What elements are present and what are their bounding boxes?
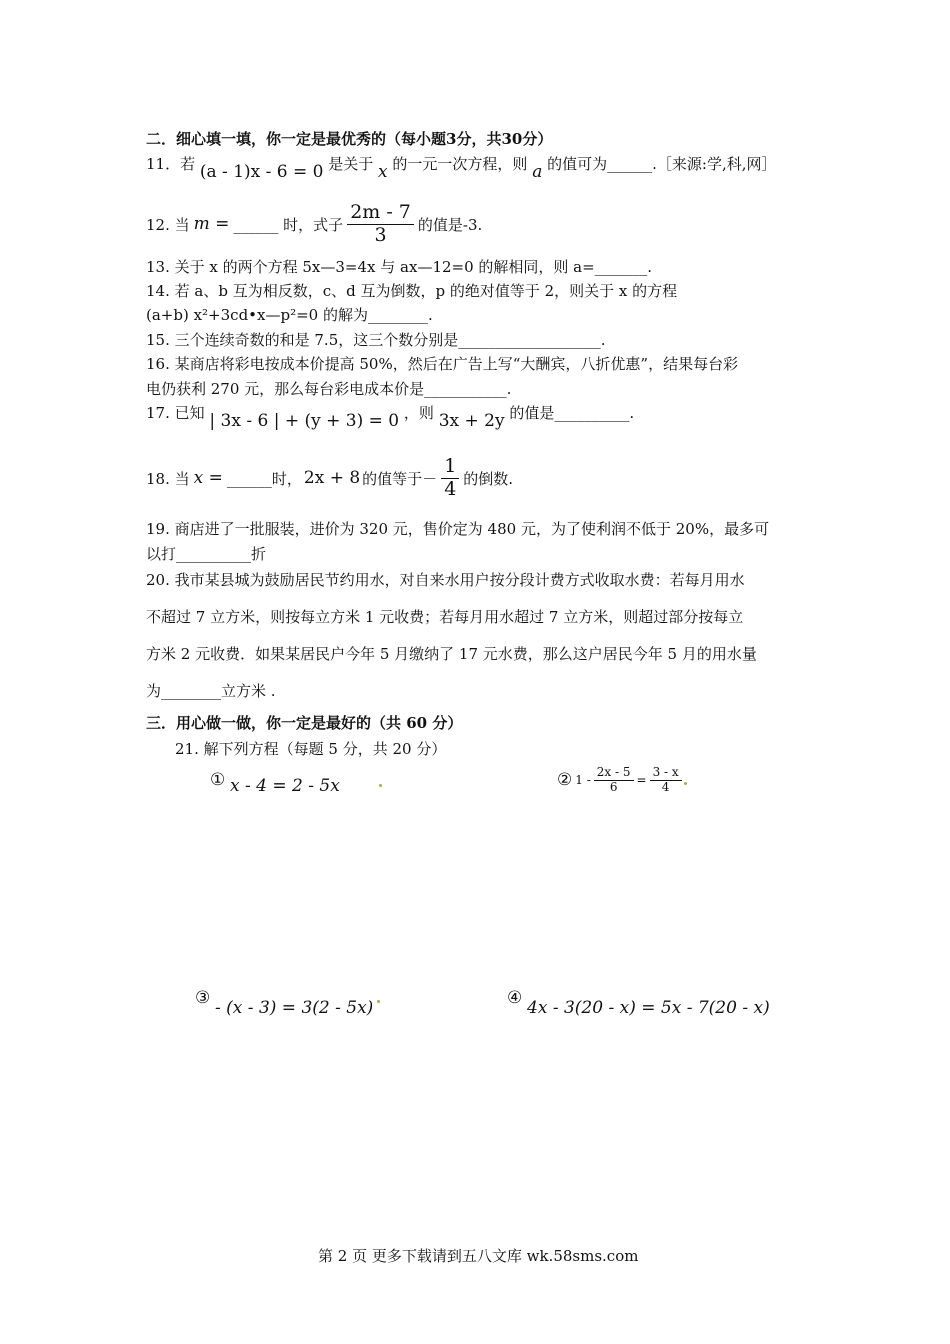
q18-var: x = — [193, 468, 223, 489]
q11-equation: (a - 1)x - 6 = 0 — [199, 162, 324, 182]
q18-numerator: 1 — [441, 456, 459, 479]
question-13: 13. 关于 x 的两个方程 5x—3=4x 与 ax—12=0 的解相同，则 a=_______. — [146, 258, 652, 276]
q17-head: 17. 已知 — [146, 404, 205, 422]
q11-text-2: 的一元一次方程，则 — [392, 155, 528, 173]
q11-var-a: a — [532, 162, 543, 182]
eq4-mark: ④ — [507, 988, 523, 1008]
q11-text-1: 是关于 — [328, 155, 374, 173]
eq2-denominator-1: 6 — [609, 779, 618, 794]
question-20-line-2: 不超过 7 立方米，则按每立方米 1 元收费；若每月用水超过 7 立方米，则超过部分按每立 — [146, 608, 744, 626]
question-15: 15. 三个连续奇数的和是 7.5，这三个数分别是___________________. — [146, 331, 606, 349]
eq2-fraction-1 — [594, 766, 634, 795]
q12-denominator: 3 — [374, 223, 387, 246]
eq2-denominator-2: 4 — [661, 779, 670, 794]
eq3-text: - (x - 3) = 3(2 - 5x) — [215, 998, 374, 1018]
question-12 — [146, 202, 482, 247]
eq2-fraction-2 — [650, 766, 682, 795]
q18-mid: 的值等于－ — [362, 469, 438, 488]
equation-1 — [210, 770, 340, 796]
q18-tail: 的倒数. — [463, 469, 514, 488]
question-16-line-1: 16. 某商店将彩电按成本价提高 50%，然后在广告上写“大酬宾，八折优惠”，结果每台彩 — [146, 355, 739, 373]
question-16-line-2: 电仍获利 270 元，那么每台彩电成本价是___________. — [146, 380, 512, 398]
eq2-equals: = — [636, 773, 647, 788]
question-20-line-3: 方米 2 元收费．如果某居民户今年 5 月缴纳了 17 元水费，那么这户居民今年 5 月的用水量 — [146, 645, 757, 663]
q17-tail: 的值是__________. — [509, 404, 635, 422]
eq3-mark: ③ — [195, 988, 211, 1008]
equation-2 — [557, 766, 682, 795]
eq2-numerator-1: 2x - 5 — [594, 766, 634, 781]
q12-blank: ______ 时，式子 — [233, 215, 344, 234]
q18-fraction — [441, 456, 459, 501]
q18-head: 18. 当 — [146, 469, 190, 488]
decorative-dot — [377, 1000, 380, 1003]
q17-mid: ，则 — [403, 404, 434, 422]
question-18 — [146, 456, 513, 501]
q12-head: 12. 当 — [146, 215, 190, 234]
section-2-title: 二．细心填一填，你一定是最优秀的（每小题3分，共30分） — [146, 130, 553, 148]
eq2-lead: 1 - — [575, 773, 591, 788]
q18-blank: ______时， — [226, 469, 302, 488]
page-footer: 第 2 页 更多下载请到五八文库 wk.58sms.com — [318, 1247, 639, 1265]
q18-expression: 2x + 8 — [303, 468, 361, 489]
question-20-line-4: 为________立方米 . — [146, 682, 276, 700]
question-21: 21. 解下列方程（每题 5 分，共 20 分） — [175, 740, 447, 758]
eq1-mark: ① — [210, 770, 226, 790]
question-19-line-1: 19. 商店进了一批服装，进价为 320 元，售价定为 480 元，为了使利润不低于 20%，最多可 — [146, 520, 770, 538]
q11-var-x: x — [378, 162, 388, 182]
q12-fraction — [347, 202, 414, 247]
q17-equation: | 3x - 6 | + (y + 3) = 0 — [209, 411, 400, 431]
eq1-text: x - 4 = 2 - 5x — [230, 776, 340, 796]
eq4-text: 4x - 3(20 - x) = 5x - 7(20 - x) — [527, 998, 770, 1018]
q11-text-3: 的值可为______.［来源:学,科,网］ — [547, 155, 777, 173]
q12-numerator: 2m - 7 — [347, 202, 414, 225]
q12-var: m = — [193, 214, 230, 235]
question-14-line-2: (a+b) x²+3cd•x—p²=0 的解为________. — [146, 306, 433, 324]
question-20-line-1: 20. 我市某县城为鼓励居民节约用水，对自来水用户按分段计费方式收取水费：若每月用水 — [146, 571, 745, 589]
question-14-line-1: 14. 若 a、b 互为相反数，c、d 互为倒数，p 的绝对值等于 2，则关于 x 的方程 — [146, 282, 678, 300]
question-11 — [146, 153, 777, 182]
eq2-mark: ② — [557, 770, 573, 791]
eq2-numerator-2: 3 - x — [650, 766, 682, 781]
q18-denominator: 4 — [444, 477, 457, 500]
question-19-line-2: 以打__________折 — [146, 545, 267, 563]
equation-4 — [507, 988, 770, 1018]
decorative-dot — [379, 784, 382, 787]
section-3-title: 三．用心做一做，你一定是最好的（共 60 分） — [146, 714, 463, 732]
question-17 — [146, 402, 635, 431]
q17-expression: 3x + 2y — [438, 411, 505, 431]
q11-number: 11．若 — [146, 155, 196, 173]
decorative-dot — [684, 782, 687, 785]
equation-3 — [195, 988, 374, 1018]
q12-tail: 的值是-3. — [417, 215, 483, 234]
